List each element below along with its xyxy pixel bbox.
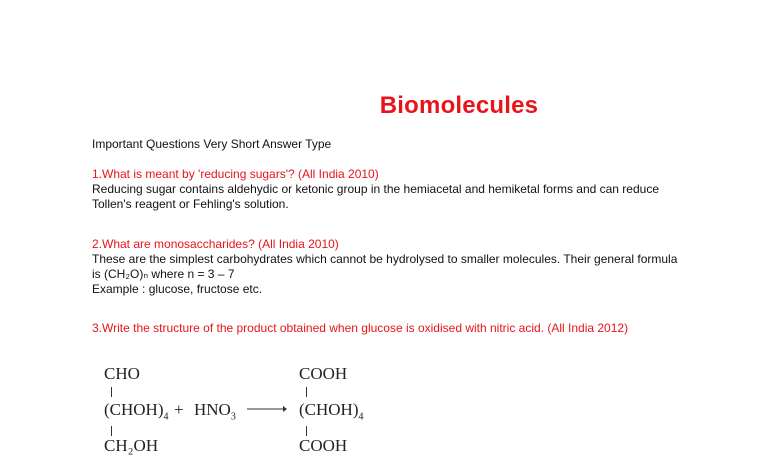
answer-2-line-1: These are the simplest carbohydrates which cannot be hydrolysed to smaller molecules. Their general formula is (CH₂O)ₙ where n = 3 – 7 xyxy=(92,252,678,281)
answer-1-line-1: Reducing sugar contains aldehydic or ketonic group in the hemiacetal and hemiketal forms and can reduce xyxy=(92,182,659,196)
reagent-subscript: 3 xyxy=(230,411,236,423)
reagent-label: HNO xyxy=(194,400,231,419)
product-upper-bond xyxy=(306,387,307,397)
reactant-chain-label: (CHOH) xyxy=(104,400,164,419)
product-chain-subscript: 4 xyxy=(358,411,364,423)
product-bottom-group: COOH xyxy=(299,436,348,455)
section-subtitle: Important Questions Very Short Answer Type xyxy=(92,137,332,151)
question-block-3 xyxy=(92,321,682,336)
reactant-lower-bond xyxy=(111,426,112,436)
product-middle-group xyxy=(299,400,364,422)
reactant-middle-group xyxy=(104,400,169,422)
question-3: 3.Write the structure of the product obtained when glucose is oxidised with nitric acid. (All India 2012) xyxy=(92,321,629,335)
question-block-1 xyxy=(92,167,682,212)
question-block-2 xyxy=(92,237,682,297)
plus-sign: + xyxy=(174,400,184,419)
reactant-top-group: CHO xyxy=(104,364,140,383)
reactant-upper-bond xyxy=(111,387,112,397)
answer-1-line-2: Tollen's reagent or Fehling's solution. xyxy=(92,197,289,211)
nitric-acid-reagent xyxy=(194,400,236,422)
reaction-arrow-icon xyxy=(247,404,287,414)
question-1: 1.What is meant by 'reducing sugars'? (All India 2010) xyxy=(92,167,379,181)
page-title: Biomolecules xyxy=(379,92,539,119)
reactant-bottom-group: CH₂OH xyxy=(104,436,159,455)
oxidation-reaction-figure xyxy=(104,364,404,455)
product-chain-label: (CHOH) xyxy=(299,400,359,419)
product-top-group: COOH xyxy=(299,364,348,383)
reactant-chain-subscript: 4 xyxy=(163,411,169,423)
product-lower-bond xyxy=(306,426,307,436)
document-content xyxy=(92,137,682,360)
answer-2-line-2: Example : glucose, fructose etc. xyxy=(92,282,263,296)
question-2: 2.What are monosaccharides? (All India 2010) xyxy=(92,237,339,251)
